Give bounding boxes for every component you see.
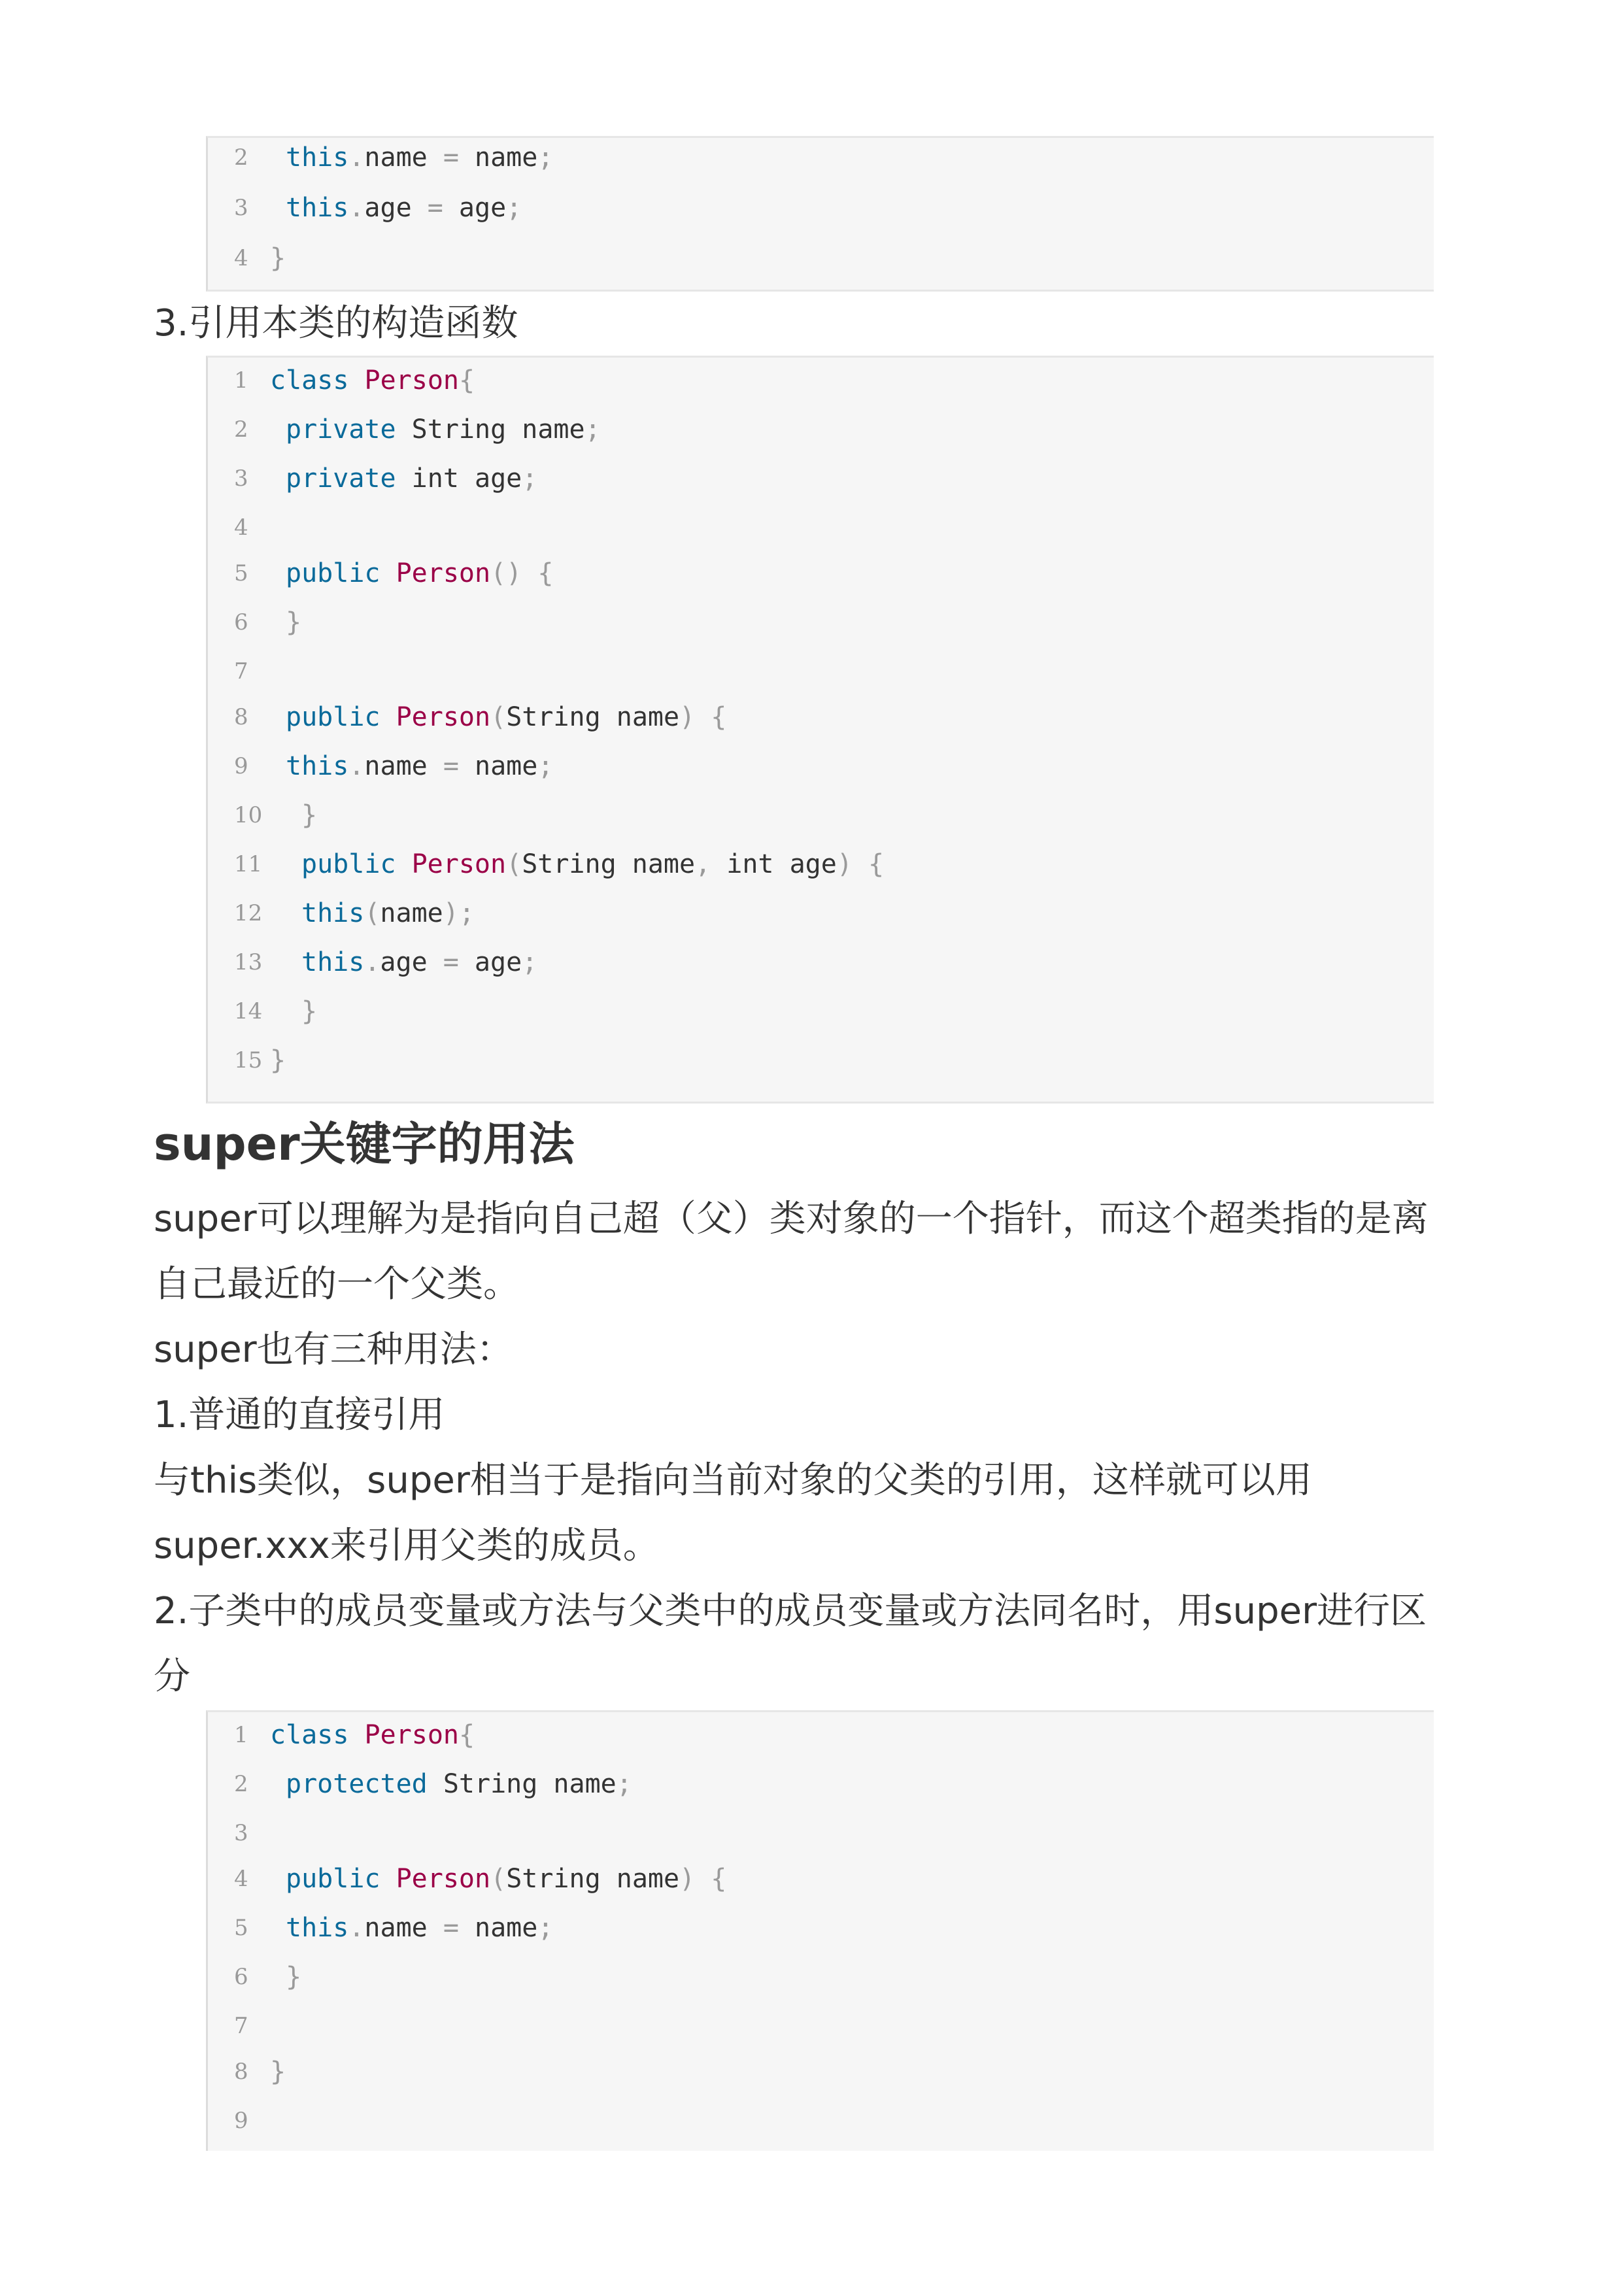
code-token: . (348, 193, 365, 223)
code-token: String name (506, 1864, 680, 1894)
line-number: 11 (234, 851, 263, 877)
code-token: int age (711, 849, 837, 879)
code-token: = (443, 143, 459, 173)
line-number: 9 (234, 2108, 248, 2134)
code-line (208, 1041, 1434, 1080)
code-block-3 (206, 1710, 1434, 2151)
code-token: , (695, 849, 711, 879)
code-token: } (270, 1045, 286, 1075)
code-token: . (364, 947, 381, 977)
code-token: = (443, 751, 459, 781)
line-number: 2 (234, 416, 248, 443)
code-line (208, 796, 1434, 835)
code-line (208, 894, 1434, 933)
code-token: ( (364, 898, 381, 928)
code-token: } (270, 243, 286, 273)
code-token: ; (522, 947, 538, 977)
code-token: name (458, 1913, 538, 1943)
code-token: } (286, 607, 302, 637)
line-number: 14 (234, 998, 263, 1024)
code-token: Person (396, 558, 491, 588)
code-token: ) { (679, 702, 727, 732)
line-number: 7 (234, 2013, 248, 2039)
line-number: 4 (234, 245, 248, 271)
code-token: ); (443, 898, 475, 928)
code-text (301, 992, 317, 1031)
code-token: String name (427, 1769, 617, 1799)
code-token: Person (364, 365, 460, 396)
code-line (208, 1957, 1434, 1997)
code-token: ) { (679, 1864, 727, 1894)
code-token: ( (490, 702, 507, 732)
code-token: name (364, 1913, 443, 1943)
line-number: 15 (234, 1047, 263, 1073)
code-line (208, 943, 1434, 982)
line-number: 8 (234, 2059, 248, 2085)
code-token: = (443, 947, 459, 977)
line-number: 5 (234, 1915, 248, 1941)
code-line (208, 239, 1434, 278)
code-token: name (380, 898, 443, 928)
list-item-2b: 分 (154, 1655, 190, 1698)
code-token: name (364, 143, 443, 173)
code-token: this (286, 1913, 349, 1943)
code-token: age (364, 193, 428, 223)
code-text (286, 1957, 301, 1997)
code-line (208, 1715, 1434, 1755)
code-token: this (301, 898, 365, 928)
code-token: public (286, 702, 381, 732)
code-line (208, 603, 1434, 642)
code-token: name (458, 143, 538, 173)
code-token: public (301, 849, 396, 879)
code-text (301, 796, 317, 835)
code-line (208, 1813, 1434, 1853)
line-number: 5 (234, 560, 248, 586)
code-text (270, 2052, 286, 2091)
code-line (208, 188, 1434, 228)
code-line (208, 361, 1434, 400)
code-line (208, 410, 1434, 449)
code-token: ; (537, 751, 554, 781)
code-token (348, 365, 364, 396)
paragraph-3b: super.xxx来引用父类的成员。 (154, 1525, 660, 1567)
line-number: 3 (234, 465, 248, 492)
section-title: super关键字的用法 (154, 1117, 575, 1171)
code-text (286, 747, 553, 786)
code-token: age (443, 193, 507, 223)
line-number: 4 (234, 514, 248, 541)
code-text (301, 943, 537, 982)
code-token: String name (396, 414, 585, 445)
line-number: 8 (234, 704, 248, 730)
code-line (208, 554, 1434, 593)
code-token: = (443, 1913, 459, 1943)
code-token: private (286, 414, 396, 445)
line-number: 2 (234, 144, 248, 171)
code-block-2 (206, 356, 1434, 1104)
code-line (208, 1859, 1434, 1898)
heading-3: 3.引用本类的构造函数 (154, 302, 518, 345)
code-line (208, 1764, 1434, 1804)
code-token: this (301, 947, 365, 977)
code-text (286, 1908, 553, 1948)
code-text (301, 845, 884, 884)
line-number: 1 (234, 1722, 248, 1748)
line-number: 7 (234, 658, 248, 684)
paragraph-1b: 自己最近的一个父类。 (154, 1263, 520, 1306)
code-text (270, 1041, 286, 1080)
code-token (396, 849, 412, 879)
code-line (208, 1908, 1434, 1948)
code-text (286, 410, 601, 449)
code-line (208, 747, 1434, 786)
code-token: { (459, 1720, 475, 1750)
code-token: Person (396, 1864, 491, 1894)
code-token: Person (396, 702, 491, 732)
code-text (286, 459, 537, 498)
line-number: 2 (234, 1771, 248, 1797)
code-token: Person (411, 849, 507, 879)
code-token (381, 702, 396, 732)
code-token: ; (537, 143, 554, 173)
code-line (208, 138, 1434, 177)
paragraph-2: super也有三种用法： (154, 1328, 513, 1371)
code-token: this (286, 143, 349, 173)
code-token: name (364, 751, 443, 781)
code-block-1 (206, 136, 1434, 292)
code-token: } (301, 800, 318, 830)
code-token: private (286, 464, 396, 494)
code-token: = (427, 193, 443, 223)
code-token (381, 558, 396, 588)
line-number: 3 (234, 1820, 248, 1846)
code-token: String name (522, 849, 696, 879)
code-text (270, 239, 286, 278)
code-line (208, 845, 1434, 884)
code-line (208, 508, 1434, 547)
code-token: age (458, 947, 522, 977)
line-number: 6 (234, 609, 248, 635)
code-token: Person (364, 1720, 460, 1750)
code-token: () { (490, 558, 554, 588)
code-line (208, 2006, 1434, 2046)
code-text (286, 1764, 632, 1804)
code-token: ; (584, 414, 601, 445)
code-text (286, 698, 726, 737)
code-token: class (270, 365, 349, 396)
line-number: 1 (234, 367, 248, 394)
paragraph-3a: 与this类似，super相当于是指向当前对象的父类的引用，这样就可以用 (154, 1459, 1312, 1502)
code-token: } (301, 996, 318, 1026)
code-token: { (459, 365, 475, 396)
code-token (348, 1720, 364, 1750)
code-token: class (270, 1720, 349, 1750)
code-token: ; (522, 464, 538, 494)
code-token: String name (506, 702, 680, 732)
code-token: this (286, 751, 349, 781)
line-number: 13 (234, 949, 263, 975)
line-number: 10 (234, 802, 263, 828)
code-text (286, 603, 301, 642)
line-number: 4 (234, 1866, 248, 1892)
line-number: 12 (234, 900, 263, 926)
code-token: public (286, 558, 381, 588)
code-text (286, 138, 553, 177)
code-token: public (286, 1864, 381, 1894)
code-text (286, 188, 522, 228)
code-line (208, 2052, 1434, 2091)
line-number: 6 (234, 1964, 248, 1990)
code-line (208, 652, 1434, 691)
code-line (208, 2101, 1434, 2140)
code-text (270, 1715, 475, 1755)
code-token: this (286, 193, 349, 223)
code-token: ( (506, 849, 522, 879)
code-token: int age (396, 464, 522, 494)
code-token: protected (286, 1769, 428, 1799)
code-text (270, 361, 475, 400)
code-token: ; (616, 1769, 632, 1799)
list-item-2a: 2.子类中的成员变量或方法与父类中的成员变量或方法同名时，用super进行区 (154, 1590, 1427, 1632)
code-token: age (380, 947, 443, 977)
line-number: 3 (234, 195, 248, 221)
code-token: ( (490, 1864, 507, 1894)
code-line (208, 459, 1434, 498)
code-token: ) { (836, 849, 885, 879)
code-token (381, 1864, 396, 1894)
code-token: . (348, 143, 365, 173)
code-text (301, 894, 475, 933)
code-token: } (286, 1962, 302, 1992)
code-token: . (348, 751, 365, 781)
code-text (286, 1859, 726, 1898)
code-line (208, 992, 1434, 1031)
code-token: name (458, 751, 538, 781)
code-token: . (348, 1913, 365, 1943)
code-token: } (270, 2057, 286, 2087)
paragraph-1a: super可以理解为是指向自己超（父）类对象的一个指针，而这个超类指的是离 (154, 1198, 1429, 1240)
code-token: ; (506, 193, 522, 223)
list-item-1: 1.普通的直接引用 (154, 1394, 445, 1436)
code-line (208, 698, 1434, 737)
code-token: ; (537, 1913, 554, 1943)
line-number: 9 (234, 753, 248, 779)
code-text (286, 554, 553, 593)
